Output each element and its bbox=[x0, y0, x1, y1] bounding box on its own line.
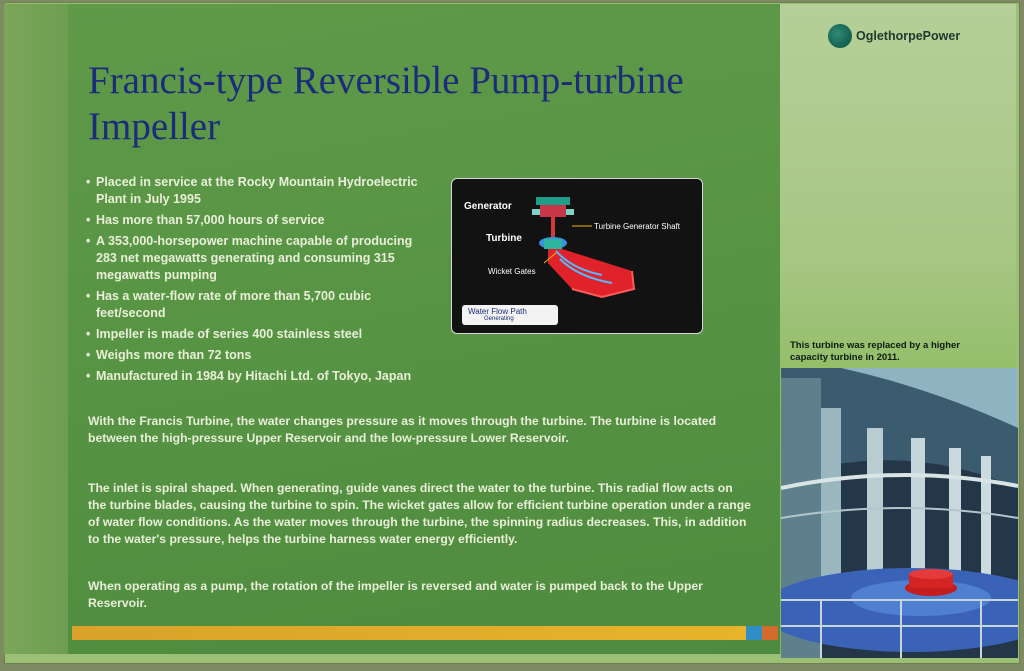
logo-text: OglethorpePower bbox=[856, 29, 961, 43]
sign-title: Francis-type Reversible Pump-turbine Impeller bbox=[88, 59, 684, 148]
fact-item: • Has more than 57,000 hours of service bbox=[86, 212, 426, 229]
fact-item: • Has a water-flow rate of more than 5,700 cubic feet/second bbox=[86, 288, 426, 322]
shaft-label: Turbine Generator Shaft bbox=[594, 222, 680, 231]
paragraph-pump: When operating as a pump, the rotation of the impeller is reversed and water is pumped back to the Upper Reservoir. bbox=[88, 579, 703, 610]
blue-accent-square bbox=[746, 626, 762, 640]
powerhouse-photo bbox=[781, 368, 1018, 658]
powerhouse-interior-image bbox=[781, 368, 1018, 658]
left-border-strip bbox=[4, 4, 68, 654]
fact-item: • Manufactured in 1984 by Hitachi Ltd. of Tokyo, Japan bbox=[86, 368, 426, 385]
fact-list bbox=[86, 174, 426, 389]
paragraph-inlet: The inlet is spiral shaped. When generating, guide vanes direct the water to the turbine. This radial flow acts on the turbine blades, causing the turbine to spin. The wicket gates allow for efficient turbine operation under a range of water flow conditions. As the water moves through the turbine, the spinning radius decreases. This, in addition to the water's pressure, helps the turbine harness water energy efficiently. bbox=[88, 481, 751, 546]
turbine-label: Turbine bbox=[486, 233, 522, 244]
diagram-legend bbox=[462, 305, 558, 325]
photo-caption: This turbine was replaced by a higher capacity turbine in 2011. bbox=[790, 340, 960, 363]
fact-item: • Impeller is made of series 400 stainless steel bbox=[86, 326, 426, 343]
orange-accent-square bbox=[762, 626, 778, 640]
turbine-diagram bbox=[451, 178, 703, 334]
fact-item: • Weighs more than 72 tons bbox=[86, 347, 426, 364]
paragraph-pressure: With the Francis Turbine, the water changes pressure as it moves through the turbine. The turbine is located between the high-pressure Upper Reservoir and the low-pressure Lower Reservoir. bbox=[88, 414, 717, 445]
fact-item: • Placed in service at the Rocky Mountain Hydroelectric Plant in July 1995 bbox=[86, 174, 426, 208]
legend-title: Water Flow Path bbox=[468, 307, 527, 316]
gold-accent-bar bbox=[72, 626, 746, 640]
legend-subtitle: Generating bbox=[484, 316, 514, 322]
fact-item: • A 353,000-horsepower machine capable of producing 283 net megawatts generating and consuming 315 megawatts pumping bbox=[86, 233, 426, 284]
generator-label: Generator bbox=[464, 201, 512, 212]
wicket-gates-label: Wicket Gates bbox=[488, 267, 536, 276]
logo-mark-icon bbox=[828, 24, 852, 48]
